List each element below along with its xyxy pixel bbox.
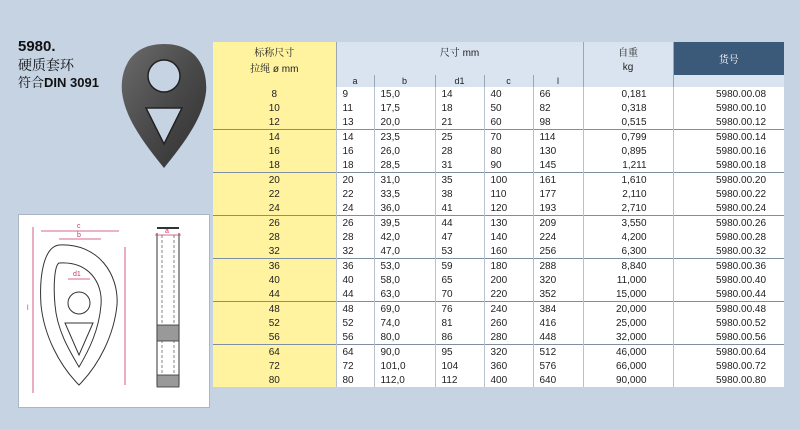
cell-d1: 21 (435, 115, 484, 130)
subheader-a: a (336, 75, 374, 87)
cell-b: 42,0 (374, 230, 435, 244)
cell-c: 70 (484, 130, 533, 145)
cell-nominal: 72 (213, 359, 336, 373)
cell-l: 66 (533, 87, 583, 101)
cell-c: 40 (484, 87, 533, 101)
cell-d1: 81 (435, 316, 484, 330)
cell-weight: 8,840 (583, 259, 673, 274)
cell-a: 26 (336, 216, 374, 231)
cell-d1: 112 (435, 373, 484, 387)
cell-d1: 28 (435, 144, 484, 158)
cell-a: 18 (336, 158, 374, 173)
cell-weight: 0,515 (583, 115, 673, 130)
cell-b: 23,5 (374, 130, 435, 145)
cell-weight: 0,895 (583, 144, 673, 158)
cell-article: 5980.00.48 (673, 302, 784, 317)
cell-article: 5980.00.26 (673, 216, 784, 231)
cell-b: 39,5 (374, 216, 435, 231)
cell-weight: 3,550 (583, 216, 673, 231)
table-row (213, 230, 784, 244)
cell-article: 5980.00.16 (673, 144, 784, 158)
cell-a: 13 (336, 115, 374, 130)
table-row (213, 173, 784, 188)
cell-weight: 11,000 (583, 273, 673, 287)
header-nominal-top: 标称尺寸 (213, 42, 336, 60)
cell-weight: 4,200 (583, 230, 673, 244)
cell-article: 5980.00.36 (673, 259, 784, 274)
product-code: 5980. (18, 38, 56, 55)
cell-weight: 1,211 (583, 158, 673, 173)
dim-label-c: c (77, 223, 81, 230)
product-title-block (18, 38, 99, 92)
table-row (213, 144, 784, 158)
table-row (213, 330, 784, 345)
cell-b: 112,0 (374, 373, 435, 387)
cell-article: 5980.00.52 (673, 316, 784, 330)
cell-l: 352 (533, 287, 583, 302)
cell-b: 15,0 (374, 87, 435, 101)
cell-weight: 66,000 (583, 359, 673, 373)
standard-code: DIN 3091 (44, 75, 99, 90)
header-weight-bottom: kg (583, 60, 673, 75)
cell-a: 48 (336, 302, 374, 317)
cell-weight: 20,000 (583, 302, 673, 317)
cell-nominal: 36 (213, 259, 336, 274)
cell-a: 52 (336, 316, 374, 330)
cell-c: 140 (484, 230, 533, 244)
cell-nominal: 8 (213, 87, 336, 101)
cell-l: 193 (533, 201, 583, 216)
table-row (213, 244, 784, 259)
cell-nominal: 14 (213, 130, 336, 145)
cell-article: 5980.00.64 (673, 345, 784, 360)
cell-article: 5980.00.22 (673, 187, 784, 201)
table-row (213, 187, 784, 201)
cell-nominal: 12 (213, 115, 336, 130)
table-row (213, 373, 784, 387)
cell-article: 5980.00.18 (673, 158, 784, 173)
cell-b: 28,5 (374, 158, 435, 173)
cell-nominal: 20 (213, 173, 336, 188)
cell-c: 80 (484, 144, 533, 158)
cell-article: 5980.00.44 (673, 287, 784, 302)
cell-b: 63,0 (374, 287, 435, 302)
cell-d1: 53 (435, 244, 484, 259)
table-row (213, 130, 784, 145)
cell-l: 209 (533, 216, 583, 231)
cell-l: 224 (533, 230, 583, 244)
cell-d1: 70 (435, 287, 484, 302)
cell-c: 130 (484, 216, 533, 231)
cell-weight: 1,610 (583, 173, 673, 188)
cell-b: 90,0 (374, 345, 435, 360)
cell-d1: 35 (435, 173, 484, 188)
cell-a: 40 (336, 273, 374, 287)
cell-b: 53,0 (374, 259, 435, 274)
cell-l: 161 (533, 173, 583, 188)
cell-b: 58,0 (374, 273, 435, 287)
cell-c: 220 (484, 287, 533, 302)
table-body (213, 87, 784, 387)
cell-c: 400 (484, 373, 533, 387)
cell-a: 80 (336, 373, 374, 387)
table-row (213, 259, 784, 274)
cell-article: 5980.00.56 (673, 330, 784, 345)
cell-c: 60 (484, 115, 533, 130)
cell-l: 177 (533, 187, 583, 201)
cell-c: 180 (484, 259, 533, 274)
table-row (213, 316, 784, 330)
table-row (213, 101, 784, 115)
table-row (213, 216, 784, 231)
cell-l: 384 (533, 302, 583, 317)
table-row (213, 87, 784, 101)
cell-nominal: 64 (213, 345, 336, 360)
subheader-l: l (533, 75, 583, 87)
cell-nominal: 26 (213, 216, 336, 231)
standard-prefix: 符合 (18, 75, 45, 90)
cell-l: 320 (533, 273, 583, 287)
cell-a: 56 (336, 330, 374, 345)
cell-a: 9 (336, 87, 374, 101)
cell-b: 80,0 (374, 330, 435, 345)
cell-c: 100 (484, 173, 533, 188)
cell-l: 130 (533, 144, 583, 158)
cell-article: 5980.00.08 (673, 87, 784, 101)
cell-l: 576 (533, 359, 583, 373)
cell-weight: 2,710 (583, 201, 673, 216)
cell-weight: 15,000 (583, 287, 673, 302)
cell-c: 110 (484, 187, 533, 201)
cell-c: 200 (484, 273, 533, 287)
cell-b: 36,0 (374, 201, 435, 216)
dim-label-b: b (77, 232, 81, 239)
cell-a: 36 (336, 259, 374, 274)
cell-d1: 18 (435, 101, 484, 115)
cell-nominal: 32 (213, 244, 336, 259)
table-row (213, 273, 784, 287)
cell-article: 5980.00.10 (673, 101, 784, 115)
table-row (213, 287, 784, 302)
cell-a: 32 (336, 244, 374, 259)
product-standard (18, 74, 99, 92)
cell-d1: 38 (435, 187, 484, 201)
cell-l: 512 (533, 345, 583, 360)
cell-d1: 95 (435, 345, 484, 360)
cell-a: 14 (336, 130, 374, 145)
dim-label-l: l (27, 305, 29, 312)
cell-b: 47,0 (374, 244, 435, 259)
cell-d1: 31 (435, 158, 484, 173)
table-row (213, 158, 784, 173)
cell-article: 5980.00.72 (673, 359, 784, 373)
subheader-b: b (374, 75, 435, 87)
cell-article: 5980.00.20 (673, 173, 784, 188)
cell-c: 240 (484, 302, 533, 317)
cell-l: 145 (533, 158, 583, 173)
product-name: 硬质套环 (18, 57, 74, 73)
cell-nominal: 48 (213, 302, 336, 317)
cell-nominal: 40 (213, 273, 336, 287)
cell-l: 288 (533, 259, 583, 274)
cell-nominal: 10 (213, 101, 336, 115)
cell-d1: 14 (435, 87, 484, 101)
cell-nominal: 44 (213, 287, 336, 302)
technical-drawing (18, 214, 210, 408)
cell-weight: 32,000 (583, 330, 673, 345)
cell-article: 5980.00.80 (673, 373, 784, 387)
thimble-photo (118, 40, 210, 172)
subheader-d1: d1 (435, 75, 484, 87)
cell-article: 5980.00.24 (673, 201, 784, 216)
subheader-c: c (484, 75, 533, 87)
cell-a: 20 (336, 173, 374, 188)
cell-weight: 6,300 (583, 244, 673, 259)
cell-b: 17,5 (374, 101, 435, 115)
cell-c: 260 (484, 316, 533, 330)
cell-weight: 25,000 (583, 316, 673, 330)
cell-article: 5980.00.28 (673, 230, 784, 244)
cell-a: 64 (336, 345, 374, 360)
cell-l: 82 (533, 101, 583, 115)
cell-b: 74,0 (374, 316, 435, 330)
cell-d1: 44 (435, 216, 484, 231)
cell-nominal: 80 (213, 373, 336, 387)
cell-d1: 47 (435, 230, 484, 244)
cell-b: 20,0 (374, 115, 435, 130)
dim-label-a: a (165, 228, 169, 235)
cell-article: 5980.00.32 (673, 244, 784, 259)
cell-weight: 2,110 (583, 187, 673, 201)
cell-b: 69,0 (374, 302, 435, 317)
cell-l: 114 (533, 130, 583, 145)
header-article: 货号 (673, 42, 784, 75)
cell-nominal: 22 (213, 187, 336, 201)
specification-table (213, 42, 784, 387)
cell-b: 26,0 (374, 144, 435, 158)
cell-b: 31,0 (374, 173, 435, 188)
cell-l: 448 (533, 330, 583, 345)
cell-article: 5980.00.40 (673, 273, 784, 287)
cell-weight: 90,000 (583, 373, 673, 387)
cell-nominal: 18 (213, 158, 336, 173)
cell-c: 120 (484, 201, 533, 216)
cell-d1: 104 (435, 359, 484, 373)
cell-article: 5980.00.12 (673, 115, 784, 130)
cell-weight: 0,318 (583, 101, 673, 115)
cell-d1: 41 (435, 201, 484, 216)
cell-l: 98 (533, 115, 583, 130)
cell-a: 16 (336, 144, 374, 158)
cell-weight: 0,799 (583, 130, 673, 145)
cell-d1: 25 (435, 130, 484, 145)
cell-d1: 86 (435, 330, 484, 345)
cell-a: 11 (336, 101, 374, 115)
dim-label-d1: d1 (73, 271, 81, 278)
table-row (213, 359, 784, 373)
cell-d1: 59 (435, 259, 484, 274)
cell-a: 22 (336, 187, 374, 201)
cell-a: 28 (336, 230, 374, 244)
cell-nominal: 56 (213, 330, 336, 345)
cell-a: 72 (336, 359, 374, 373)
specification-table-wrapper (213, 42, 784, 387)
table-row (213, 115, 784, 130)
cell-b: 33,5 (374, 187, 435, 201)
cell-b: 101,0 (374, 359, 435, 373)
cell-c: 160 (484, 244, 533, 259)
cell-c: 360 (484, 359, 533, 373)
cell-c: 320 (484, 345, 533, 360)
table-row (213, 345, 784, 360)
cell-l: 640 (533, 373, 583, 387)
cell-c: 280 (484, 330, 533, 345)
header-weight-top: 自重 (583, 42, 673, 60)
table-row (213, 201, 784, 216)
cell-nominal: 24 (213, 201, 336, 216)
cell-a: 44 (336, 287, 374, 302)
cell-d1: 76 (435, 302, 484, 317)
cell-l: 256 (533, 244, 583, 259)
cell-weight: 46,000 (583, 345, 673, 360)
cell-weight: 0,181 (583, 87, 673, 101)
table-row (213, 302, 784, 317)
cell-nominal: 52 (213, 316, 336, 330)
cell-article: 5980.00.14 (673, 130, 784, 145)
cell-c: 90 (484, 158, 533, 173)
cell-d1: 65 (435, 273, 484, 287)
cell-l: 416 (533, 316, 583, 330)
cell-nominal: 16 (213, 144, 336, 158)
header-dimensions: 尺寸 mm (336, 42, 583, 60)
cell-c: 50 (484, 101, 533, 115)
cell-nominal: 28 (213, 230, 336, 244)
header-nominal-bottom: 拉绳 ø mm (213, 60, 336, 75)
cell-a: 24 (336, 201, 374, 216)
